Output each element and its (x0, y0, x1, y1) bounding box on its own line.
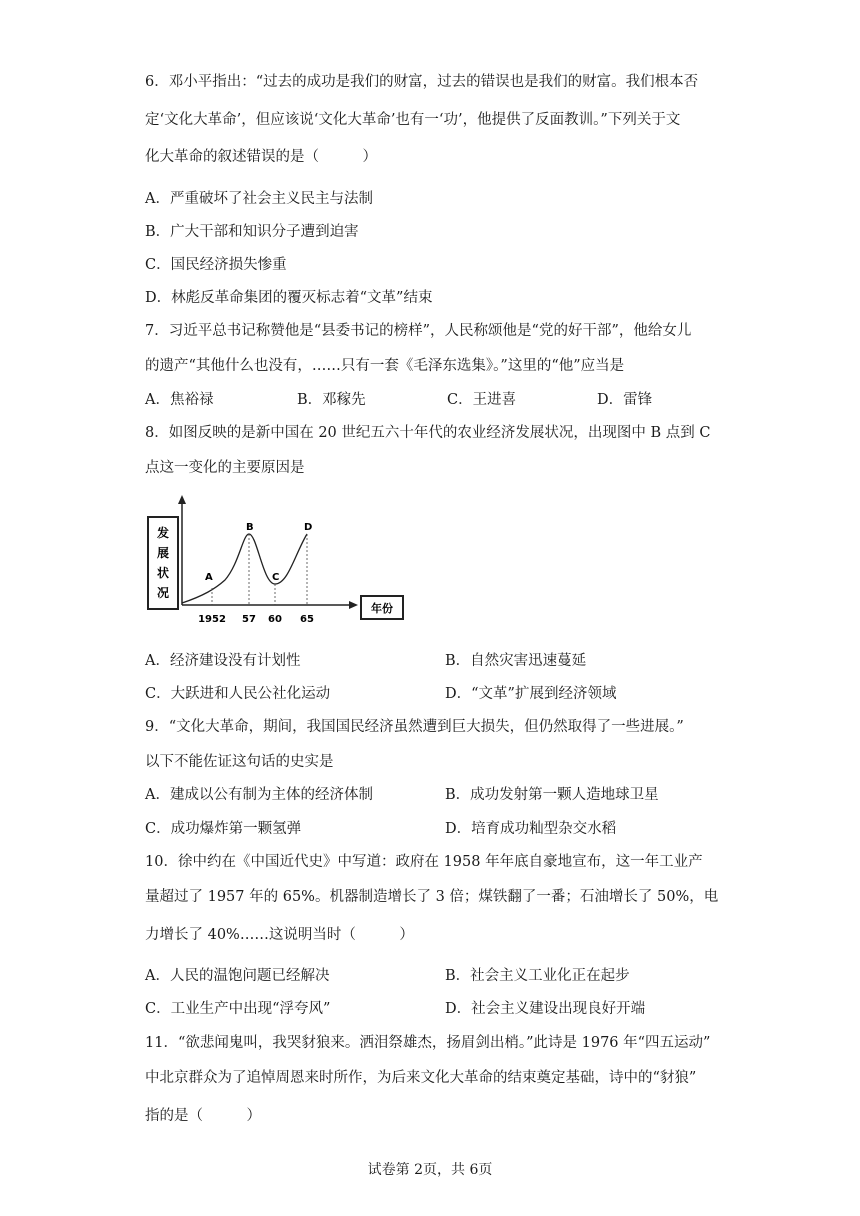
point-label-a: A (205, 572, 213, 583)
q6-stem-line3: 化大革命的叙述错误的是（ ） (145, 149, 377, 165)
tick-label: 1952 (198, 614, 226, 625)
q6-stem-line1: 6．邓小平指出：“过去的成功是我们的财富，过去的错误也是我们的财富。我们根本否 (145, 74, 699, 90)
development-curve (182, 534, 307, 603)
q10-option-a: A．人民的温饱问题已经解决 (145, 968, 330, 984)
tick-label: 65 (300, 614, 314, 625)
q11-stem-line1: 11．“欲悲闻鬼叫，我哭豺狼来。洒泪祭雄杰，扬眉剑出梢。”此诗是 1976 年“四五运动” (145, 1035, 711, 1051)
q7-option-d: D．雷锋 (597, 392, 653, 408)
q6-option-d: D．林彪反革命集团的覆灭标志着“文革”结束 (145, 290, 433, 306)
q6-option-a: A．严重破坏了社会主义民主与法制 (145, 191, 373, 207)
q10-option-c: C．工业生产中出现“浮夸风” (145, 1001, 331, 1017)
q9-stem-line2: 以下不能佐证这句话的史实是 (145, 754, 334, 770)
q10-option-d: D．社会主义建设出现良好开端 (445, 1001, 646, 1017)
point-label-d: D (304, 522, 313, 533)
q8-stem-line2: 点这一变化的主要原因是 (145, 460, 305, 476)
q8-stem-line1: 8．如图反映的是新中国在 20 世纪五六十年代的农业经济发展状况，出现图中 B 点到 C (145, 425, 711, 441)
q10-option-b: B．社会主义工业化正在起步 (445, 968, 630, 984)
q10-stem-line2: 量超过了 1957 年的 65%。机器制造增长了 3 倍；煤铁翻了一番；石油增长了 50%，电 (145, 889, 719, 905)
tick-label: 57 (242, 614, 256, 625)
point-label-c: C (272, 572, 280, 583)
q9-option-d: D．培育成功籼型杂交水稻 (445, 821, 617, 837)
q7-stem-line1: 7．习近平总书记称赞他是“县委书记的榜样”，人民称颂他是“党的好干部”，他给女儿 (145, 323, 692, 339)
q6-option-c: C．国民经济损失惨重 (145, 257, 287, 273)
ylabel (156, 525, 169, 600)
q7-option-b: B．邓稼先 (297, 392, 366, 408)
page-footer: 试卷第 2页，共 6页 (367, 1162, 493, 1178)
y-axis-arrow (178, 495, 186, 504)
ylabel-char: 况 (156, 586, 170, 600)
q9-option-a: A．建成以公有制为主体的经济体制 (145, 787, 373, 803)
q10-stem-line1: 10．徐中约在《中国近代史》中写道：政府在 1958 年年底自豪地宣布，这一年工业产 (145, 854, 703, 870)
q6-option-b: B．广大干部和知识分子遭到迫害 (145, 224, 359, 240)
q10-stem-line3: 力增长了 40%……这说明当时（ ） (145, 927, 414, 943)
point-label-b: B (246, 522, 254, 533)
ylabel-char: 状 (156, 566, 170, 580)
q9-stem-line1: 9．“文化大革命，期间，我国国民经济虽然遭到巨大损失，但仍然取得了一些进展。” (145, 719, 684, 735)
ylabel-char: 展 (156, 546, 170, 560)
xlabel: 年份 (371, 602, 393, 615)
q9-option-b: B．成功发射第一颗人造地球卫星 (445, 787, 659, 803)
q6-stem-line2: 定‘文化大革命’，但应该说‘文化大革命’也有一‘功’，他提供了反面教训。”下列关于文 (145, 112, 681, 128)
q8-option-b: B．自然灾害迅速蔓延 (445, 653, 587, 669)
q7-option-a: A．焦裕禄 (145, 392, 214, 408)
q11-stem-line3: 指的是（ ） (145, 1108, 261, 1124)
q11-stem-line2: 中北京群众为了追悼周恩来时所作，为后来文化大革命的结束奠定基础，诗中的“豺狼” (145, 1070, 697, 1086)
q8-option-d: D．“文革”扩展到经济领域 (445, 686, 617, 702)
q7-stem-line2: 的遗产“其他什么也没有，……只有一套《毛泽东选集》。”这里的“他”应当是 (145, 358, 625, 374)
agri-development-chart (143, 492, 408, 632)
tick-label: 60 (268, 614, 282, 625)
x-axis-arrow (349, 601, 358, 609)
q8-option-c: C．大跃进和人民公社化运动 (145, 686, 331, 702)
q8-option-a: A．经济建设没有计划性 (145, 653, 301, 669)
q7-option-c: C．王进喜 (447, 392, 517, 408)
ylabel-char: 发 (156, 526, 170, 540)
q9-option-c: C．成功爆炸第一颗氢弹 (145, 821, 302, 837)
